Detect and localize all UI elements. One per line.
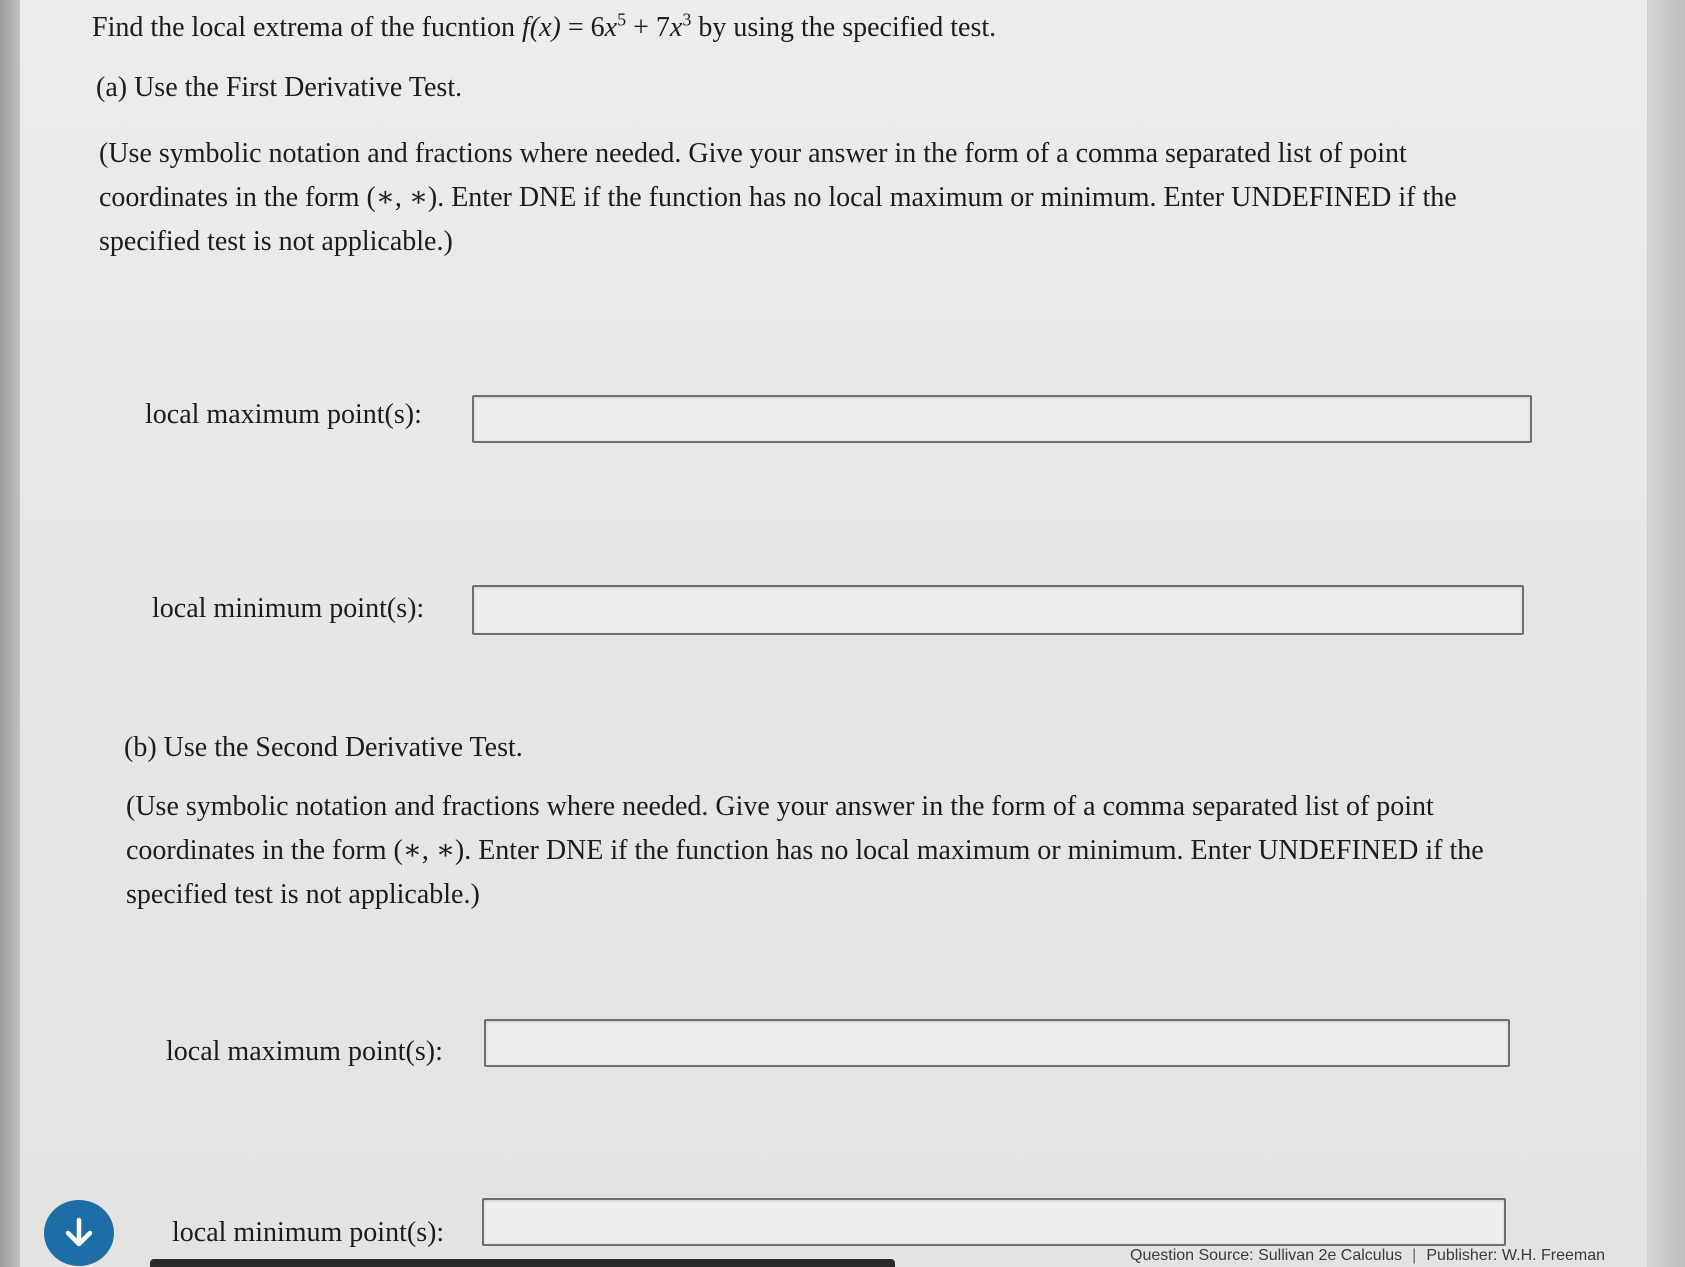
question-source: Question Source: Sullivan 2e Calculus	[1130, 1247, 1403, 1264]
part-a-title: (a) Use the First Derivative Test.	[96, 72, 463, 103]
function-exp1: 5	[617, 9, 627, 30]
arrow-down-icon	[59, 1213, 99, 1253]
part-b-title: (b) Use the Second Derivative Test.	[124, 732, 523, 763]
part-b-instructions: (Use symbolic notation and fractions where needed. Give your answer in the form of a comma separated list of point coordinates in the form (∗, ∗). Enter DNE if the function has no local maximum or minimum. Enter UNDEFINED if the specified test is not applicable.)	[126, 791, 1484, 910]
prompt-outro: by using the specified test.	[691, 12, 997, 43]
function-var1: x	[604, 12, 618, 43]
scroll-down-button[interactable]	[44, 1200, 114, 1266]
question-prompt	[92, 6, 996, 49]
question-footer	[1130, 1247, 1605, 1265]
footer-separator: |	[1412, 1247, 1417, 1264]
function-eq: = 6	[560, 12, 605, 43]
function-var2: x	[669, 12, 683, 43]
function-lhs: f(x)	[521, 12, 561, 43]
part-a-min-label: local minimum point(s):	[152, 593, 425, 624]
part-b-max-label: local maximum point(s):	[166, 1036, 443, 1067]
function-exp2: 3	[682, 9, 692, 30]
part-a-max-input[interactable]	[472, 395, 1532, 443]
part-b-min-input[interactable]	[482, 1198, 1506, 1246]
part-b-min-label: local minimum point(s):	[172, 1217, 445, 1248]
part-a-instructions: (Use symbolic notation and fractions where needed. Give your answer in the form of a comma separated list of point coordinates in the form (∗, ∗). Enter DNE if the function has no local maximum or minimum. Enter UNDEFINED if the specified test is not applicable.)	[99, 138, 1457, 257]
function-plus: + 7	[626, 12, 670, 43]
page-right-edge	[1647, 0, 1685, 1267]
part-a-max-label: local maximum point(s):	[145, 399, 422, 430]
prompt-intro: Find the local extrema of the fucntion	[92, 12, 522, 43]
part-b-max-input[interactable]	[484, 1019, 1510, 1067]
left-bezel	[0, 0, 22, 1267]
bottom-scrollbar[interactable]	[150, 1259, 895, 1267]
publisher: Publisher: W.H. Freeman	[1426, 1247, 1606, 1264]
part-a-min-input[interactable]	[472, 585, 1524, 635]
